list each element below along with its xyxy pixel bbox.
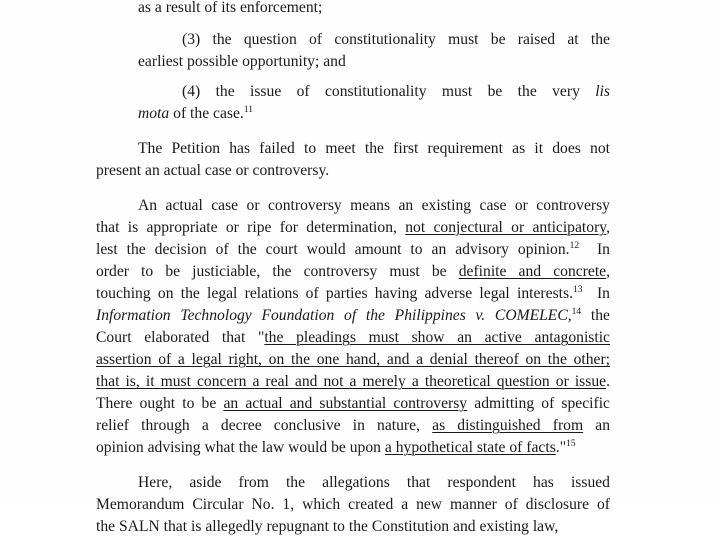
footnote-ref: 12 bbox=[569, 241, 580, 251]
text-segment: order to be justiciable, the controversy must be bbox=[96, 263, 459, 280]
text-line bbox=[96, 437, 610, 459]
text-segment: admitting of specific bbox=[467, 395, 610, 412]
text-segment: The Petition has failed to meet the first requirement as it does not bbox=[138, 140, 610, 157]
text-segment: In bbox=[579, 241, 610, 258]
text-segment: touching on the legal relations of parties having adverse legal interests. bbox=[96, 285, 573, 302]
text-line bbox=[96, 217, 610, 239]
text-segment: as a result of its enforcement; bbox=[138, 0, 323, 16]
text-segment: (3) the question of constitutionality must be raised at the bbox=[182, 31, 610, 48]
text-line bbox=[96, 283, 610, 305]
text-segment: not conjectural or anticipatory bbox=[405, 219, 607, 236]
text-segment: present an actual case or controversy. bbox=[96, 162, 330, 179]
text-segment: earliest possible opportunity; and bbox=[138, 53, 346, 70]
text-segment: Information Technology Foundation of the Philippines v. COMELEC, bbox=[96, 307, 572, 324]
text-line bbox=[138, 103, 610, 125]
text-line bbox=[96, 494, 610, 516]
text-segment: of the case. bbox=[169, 105, 244, 122]
text-segment: lis bbox=[595, 83, 610, 100]
text-segment: ." bbox=[555, 439, 567, 456]
text-segment: (4) the issue of constitutionality must be the very bbox=[182, 83, 596, 100]
text-line bbox=[96, 327, 610, 349]
text-line bbox=[96, 371, 610, 393]
text-line bbox=[96, 261, 610, 283]
text-segment: the pleadings must show an active antagonistic bbox=[264, 329, 610, 346]
text-line bbox=[182, 81, 610, 103]
text-line bbox=[138, 472, 610, 494]
text-segment: . bbox=[606, 373, 610, 390]
text-segment: An actual case or controversy means an existing case or controversy bbox=[138, 197, 610, 214]
text-segment: definite and concrete bbox=[458, 263, 607, 280]
text-line bbox=[96, 239, 610, 261]
footnote-ref: 14 bbox=[571, 307, 582, 317]
text-segment: , bbox=[606, 219, 610, 236]
text-segment: the SALN that is allegedly repugnant to the Constitution and existing law, bbox=[96, 518, 559, 535]
text-segment: that is appropriate or ripe for determination, bbox=[96, 219, 406, 236]
text-segment: lest the decision of the court would amount to an advisory opinion. bbox=[96, 241, 570, 258]
text-segment: opinion advising what the law would be upon bbox=[96, 439, 385, 456]
text-line bbox=[96, 393, 610, 415]
text-segment: There ought to be bbox=[96, 395, 224, 412]
text-line bbox=[138, 138, 610, 160]
text-segment: an actual and substantial controversy bbox=[223, 395, 468, 412]
text-segment: mota bbox=[138, 105, 170, 122]
text-line bbox=[182, 29, 610, 51]
footnote-ref: 11 bbox=[243, 105, 254, 115]
text-segment: a hypothetical state of facts bbox=[384, 439, 556, 456]
text-line bbox=[138, 0, 610, 19]
text-line bbox=[138, 195, 610, 217]
text-segment: Court elaborated that " bbox=[96, 329, 265, 346]
text-segment: , bbox=[606, 263, 611, 280]
text-line bbox=[96, 415, 610, 437]
text-line bbox=[96, 305, 610, 327]
footnote-ref: 15 bbox=[566, 439, 576, 449]
text-segment: assertion of a legal right, on the one hand, and a denial thereof on the other; bbox=[96, 351, 610, 368]
text-line bbox=[138, 51, 610, 73]
text-segment: the bbox=[581, 307, 610, 324]
text-segment: an bbox=[583, 417, 610, 434]
text-segment: that is, it must concern a real and not a merely a theoretical question or issue bbox=[96, 373, 607, 390]
text-line bbox=[96, 516, 610, 538]
text-segment: relief through a decree conclusive in nature, bbox=[96, 417, 433, 434]
text-line bbox=[96, 160, 610, 182]
text-segment: Here, aside from the allegations that respondent has issued bbox=[138, 474, 610, 491]
text-segment: In bbox=[582, 285, 610, 302]
footnote-ref: 13 bbox=[572, 285, 583, 295]
text-segment: Memorandum Circular No. 1, which created a new manner of disclosure of bbox=[96, 496, 610, 513]
text-line bbox=[96, 349, 610, 371]
text-segment: as distinguished from bbox=[432, 417, 584, 434]
